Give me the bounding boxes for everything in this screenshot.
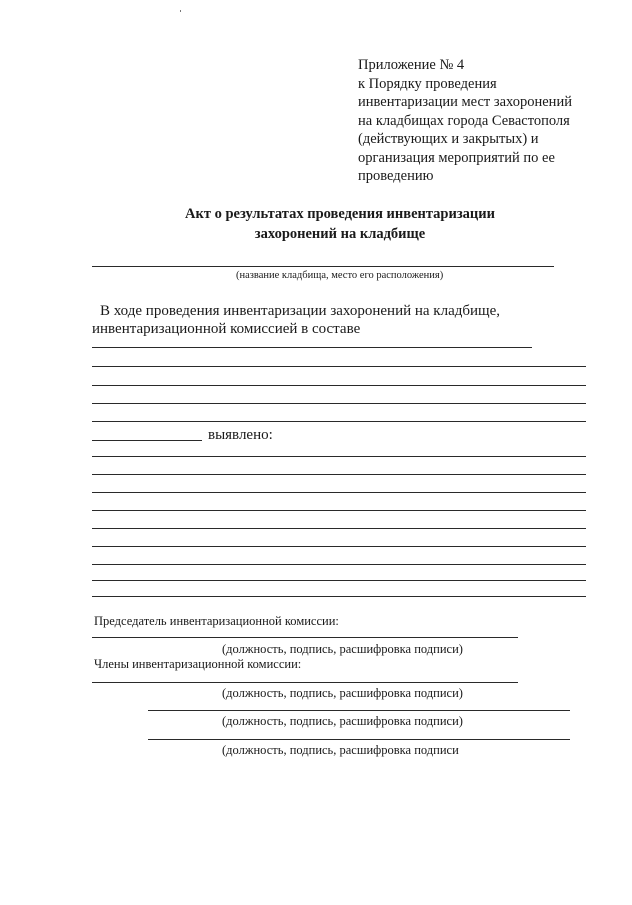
member-signature-line (92, 682, 518, 683)
commission-line (92, 347, 532, 348)
chairman-signature-line (92, 637, 518, 638)
appendix-line: инвентаризации мест захоронений (358, 94, 572, 110)
findings-line (92, 510, 586, 511)
findings-line (92, 492, 586, 493)
findings-line (92, 456, 586, 457)
signature-caption: (должность, подпись, расшифровка подписи) (222, 714, 463, 728)
commission-line (92, 366, 586, 367)
member-signature-line (148, 739, 570, 740)
findings-line (92, 528, 586, 529)
document-title: Акт о результатах проведения инвентаризации (185, 206, 495, 222)
findings-line (92, 596, 586, 597)
signature-caption: (должность, подпись, расшифровка подписи) (222, 686, 463, 700)
member-signature-line (148, 710, 570, 711)
appendix-line: на кладбищах города Севастополя (358, 112, 570, 129)
findings-line (92, 474, 586, 475)
cemetery-name-line (92, 266, 554, 267)
commission-line (92, 385, 586, 386)
found-short-line (92, 440, 202, 441)
commission-line (92, 421, 586, 422)
signature-caption: (должность, подпись, расшифровка подписи) (222, 642, 463, 656)
cemetery-name-caption: (название кладбища, место его расположения) (236, 270, 444, 281)
appendix-number: Приложение № 4 (358, 57, 465, 73)
intro-text-line1: В ходе проведения инвентаризации захоронений на кладбище, (100, 303, 500, 319)
findings-line (92, 580, 586, 581)
signature-caption: (должность, подпись, расшифровка подписи (222, 743, 459, 757)
chairman-label: Председатель инвентаризационной комиссии: (94, 614, 339, 628)
findings-line (92, 546, 586, 547)
scan-speck (180, 10, 181, 12)
appendix-header (358, 56, 608, 186)
appendix-line: (действующих и закрытых) и (358, 131, 539, 147)
intro-text-line2: инвентаризационной комиссией в составе (92, 321, 361, 337)
commission-line (92, 403, 586, 404)
found-label: выявлено: (208, 427, 273, 443)
document-title-line2: захоронений на кладбище (254, 226, 426, 242)
findings-line (92, 564, 586, 565)
appendix-line: проведению (358, 168, 434, 184)
appendix-line: организация мероприятий по ее (358, 149, 555, 166)
appendix-line: к Порядку проведения (358, 75, 497, 92)
members-label: Члены инвентаризационной комиссии: (94, 657, 302, 671)
